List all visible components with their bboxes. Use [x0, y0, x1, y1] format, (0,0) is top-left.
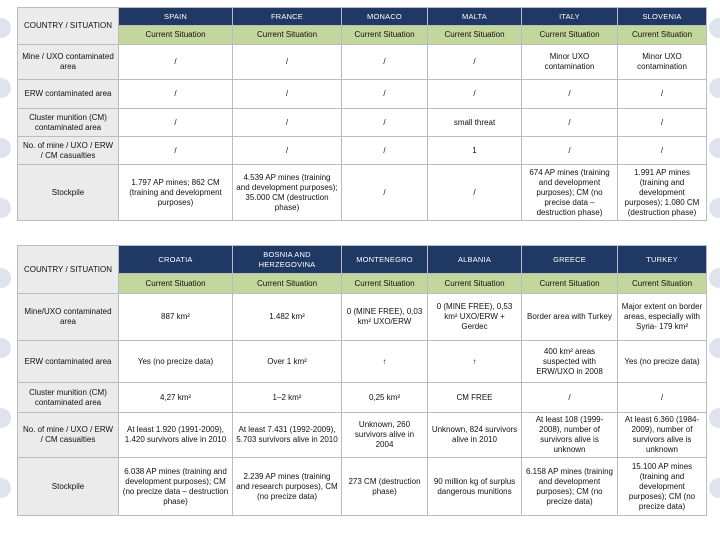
- country-header: MALTA: [428, 8, 522, 26]
- table-cell: 1–2 km²: [233, 383, 342, 413]
- current-situation-header: Current Situation: [618, 274, 707, 294]
- table-cell: At least 108 (1999-2008), number of survivors alive is unknown: [522, 413, 618, 458]
- table-cell: At least 1.920 (1991-2009), 1.420 survivors alive in 2010: [119, 413, 233, 458]
- row-label-erw-area: ERW contaminated area: [18, 341, 119, 383]
- table-cell: /: [522, 109, 618, 137]
- table-cell: 0 (MINE FREE), 0,53 km² UXO/ERW + Gerdec: [428, 294, 522, 341]
- decorative-circle: [0, 78, 11, 98]
- row-label-contaminated-area: Mine / UXO contaminated area: [18, 45, 119, 80]
- table-cell: Minor UXO contamination: [522, 45, 618, 80]
- corner-label: COUNTRY / SITUATION: [18, 246, 119, 294]
- table-cell: 4.539 AP mines (training and development purposes); 35.000 CM (destruction phase): [233, 165, 342, 221]
- country-header: ALBANIA: [428, 246, 522, 274]
- country-header: GREECE: [522, 246, 618, 274]
- table-cell: 887 km²: [119, 294, 233, 341]
- table-cell: /: [233, 109, 342, 137]
- table-cell: /: [119, 109, 233, 137]
- table-cell: /: [233, 137, 342, 165]
- table-cell: /: [428, 80, 522, 109]
- current-situation-header: Current Situation: [119, 26, 233, 45]
- table-cell: 1: [428, 137, 522, 165]
- decorative-circle: [0, 18, 11, 38]
- table-cell: At least 7.431 (1992-2009), 5.703 survivors alive in 2010: [233, 413, 342, 458]
- table-cell: 4,27 km²: [119, 383, 233, 413]
- table-cell: Unknown, 260 survivors alive in 2004: [342, 413, 428, 458]
- country-header: SPAIN: [119, 8, 233, 26]
- decorative-circle: [0, 408, 11, 428]
- table-cell: /: [119, 137, 233, 165]
- decorative-circle: [709, 338, 720, 358]
- table-cell: /: [618, 109, 707, 137]
- table-cell: 2.239 AP mines (training and research purposes), CM (no precize data): [233, 458, 342, 516]
- table-cell: Border area with Turkey: [522, 294, 618, 341]
- decorative-circle: [0, 198, 11, 218]
- current-situation-header: Current Situation: [342, 26, 428, 45]
- corner-label: COUNTRY / SITUATION: [18, 8, 119, 45]
- table-cell: 674 AP mines (training and development purposes); CM (no precise data – destruction phase): [522, 165, 618, 221]
- table-cell: At least 6.360 (1984-2009), number of survivors alive is unknown: [618, 413, 707, 458]
- table-cell: Yes (no precize data): [618, 341, 707, 383]
- table-cell: Minor UXO contamination: [618, 45, 707, 80]
- current-situation-header: Current Situation: [428, 274, 522, 294]
- table-cell: 400 km² areas suspected with ERW/UXO in 2008: [522, 341, 618, 383]
- decorative-circle: [709, 78, 720, 98]
- table-cell: 90 million kg of surplus dangerous munitions: [428, 458, 522, 516]
- decorative-circle: [0, 338, 11, 358]
- up-arrow-icon: ↑: [342, 341, 428, 383]
- row-label-cluster-munition: Cluster munition (CM) contaminated area: [18, 109, 119, 137]
- table-cell: /: [342, 165, 428, 221]
- table-cell: /: [342, 80, 428, 109]
- table-cell: 6.038 AP mines (training and development purposes); CM (no precize data – destruction phase): [119, 458, 233, 516]
- table-cell: /: [428, 165, 522, 221]
- table-cell: /: [233, 80, 342, 109]
- row-label-cluster-munition: Cluster munition (CM) contaminated area: [18, 383, 119, 413]
- table-cell: Yes (no precize data): [119, 341, 233, 383]
- current-situation-header: Current Situation: [233, 26, 342, 45]
- country-header: BOSNIA AND HERZEGOVINA: [233, 246, 342, 274]
- decorative-circle: [709, 408, 720, 428]
- current-situation-header: Current Situation: [522, 274, 618, 294]
- table-cell: 1.991 AP mines (training and development purposes); 1.080 CM (destruction phase): [618, 165, 707, 221]
- table-cell: small threat: [428, 109, 522, 137]
- table-cell: 15.100 AP mines (training and development purposes); CM (no precize data): [618, 458, 707, 516]
- row-label-contaminated-area: Mine/UXO contaminated area: [18, 294, 119, 341]
- current-situation-header: Current Situation: [233, 274, 342, 294]
- table-cell: /: [618, 80, 707, 109]
- table-cell: /: [618, 137, 707, 165]
- row-label-stockpile: Stockpile: [18, 458, 119, 516]
- table-cell: 1.797 AP mines; 862 CM (training and development purposes): [119, 165, 233, 221]
- table-cell: /: [522, 383, 618, 413]
- current-situation-header: Current Situation: [618, 26, 707, 45]
- decorative-circle: [709, 268, 720, 288]
- country-header: MONACO: [342, 8, 428, 26]
- table-cell: /: [522, 137, 618, 165]
- table-cell: /: [342, 109, 428, 137]
- row-label-erw-area: ERW contaminated area: [18, 80, 119, 109]
- current-situation-header: Current Situation: [342, 274, 428, 294]
- up-arrow-icon: ↑: [428, 341, 522, 383]
- table-cell: CM FREE: [428, 383, 522, 413]
- table-cell: /: [119, 80, 233, 109]
- country-header: CROATIA: [119, 246, 233, 274]
- table-cell: /: [342, 137, 428, 165]
- country-header: ITALY: [522, 8, 618, 26]
- current-situation-header: Current Situation: [522, 26, 618, 45]
- country-header: SLOVENIA: [618, 8, 707, 26]
- table-cell: 0,25 km²: [342, 383, 428, 413]
- decorative-circle: [0, 478, 11, 498]
- decorative-circle: [709, 18, 720, 38]
- table-cell: Unknown, 824 survivors alive in 2010: [428, 413, 522, 458]
- situation-table-east: [17, 245, 707, 516]
- decorative-circle: [0, 268, 11, 288]
- table-cell: Over 1 km²: [233, 341, 342, 383]
- table-cell: 1.482 km²: [233, 294, 342, 341]
- table-cell: /: [119, 45, 233, 80]
- country-header: MONTENEGRO: [342, 246, 428, 274]
- table-cell: 6.158 AP mines (training and development purposes); CM (no precize data): [522, 458, 618, 516]
- situation-table-west: [17, 7, 707, 221]
- table-cell: Major extent on border areas, especially with Syria- 179 km²: [618, 294, 707, 341]
- table-cell: /: [233, 45, 342, 80]
- country-header: TURKEY: [618, 246, 707, 274]
- row-label-stockpile: Stockpile: [18, 165, 119, 221]
- table-cell: 0 (MINE FREE), 0,03 km² UXO/ERW: [342, 294, 428, 341]
- table-cell: /: [342, 45, 428, 80]
- current-situation-header: Current Situation: [119, 274, 233, 294]
- table-cell: /: [618, 383, 707, 413]
- table-cell: 273 CM (destruction phase): [342, 458, 428, 516]
- row-label-casualties: No. of mine / UXO / ERW / CM casualties: [18, 413, 119, 458]
- decorative-circle: [0, 138, 11, 158]
- decorative-circle: [709, 138, 720, 158]
- table-cell: /: [522, 80, 618, 109]
- country-header: FRANCE: [233, 8, 342, 26]
- table-cell: /: [428, 45, 522, 80]
- row-label-casualties: No. of mine / UXO / ERW / CM casualties: [18, 137, 119, 165]
- current-situation-header: Current Situation: [428, 26, 522, 45]
- decorative-circle: [709, 478, 720, 498]
- decorative-circle: [709, 198, 720, 218]
